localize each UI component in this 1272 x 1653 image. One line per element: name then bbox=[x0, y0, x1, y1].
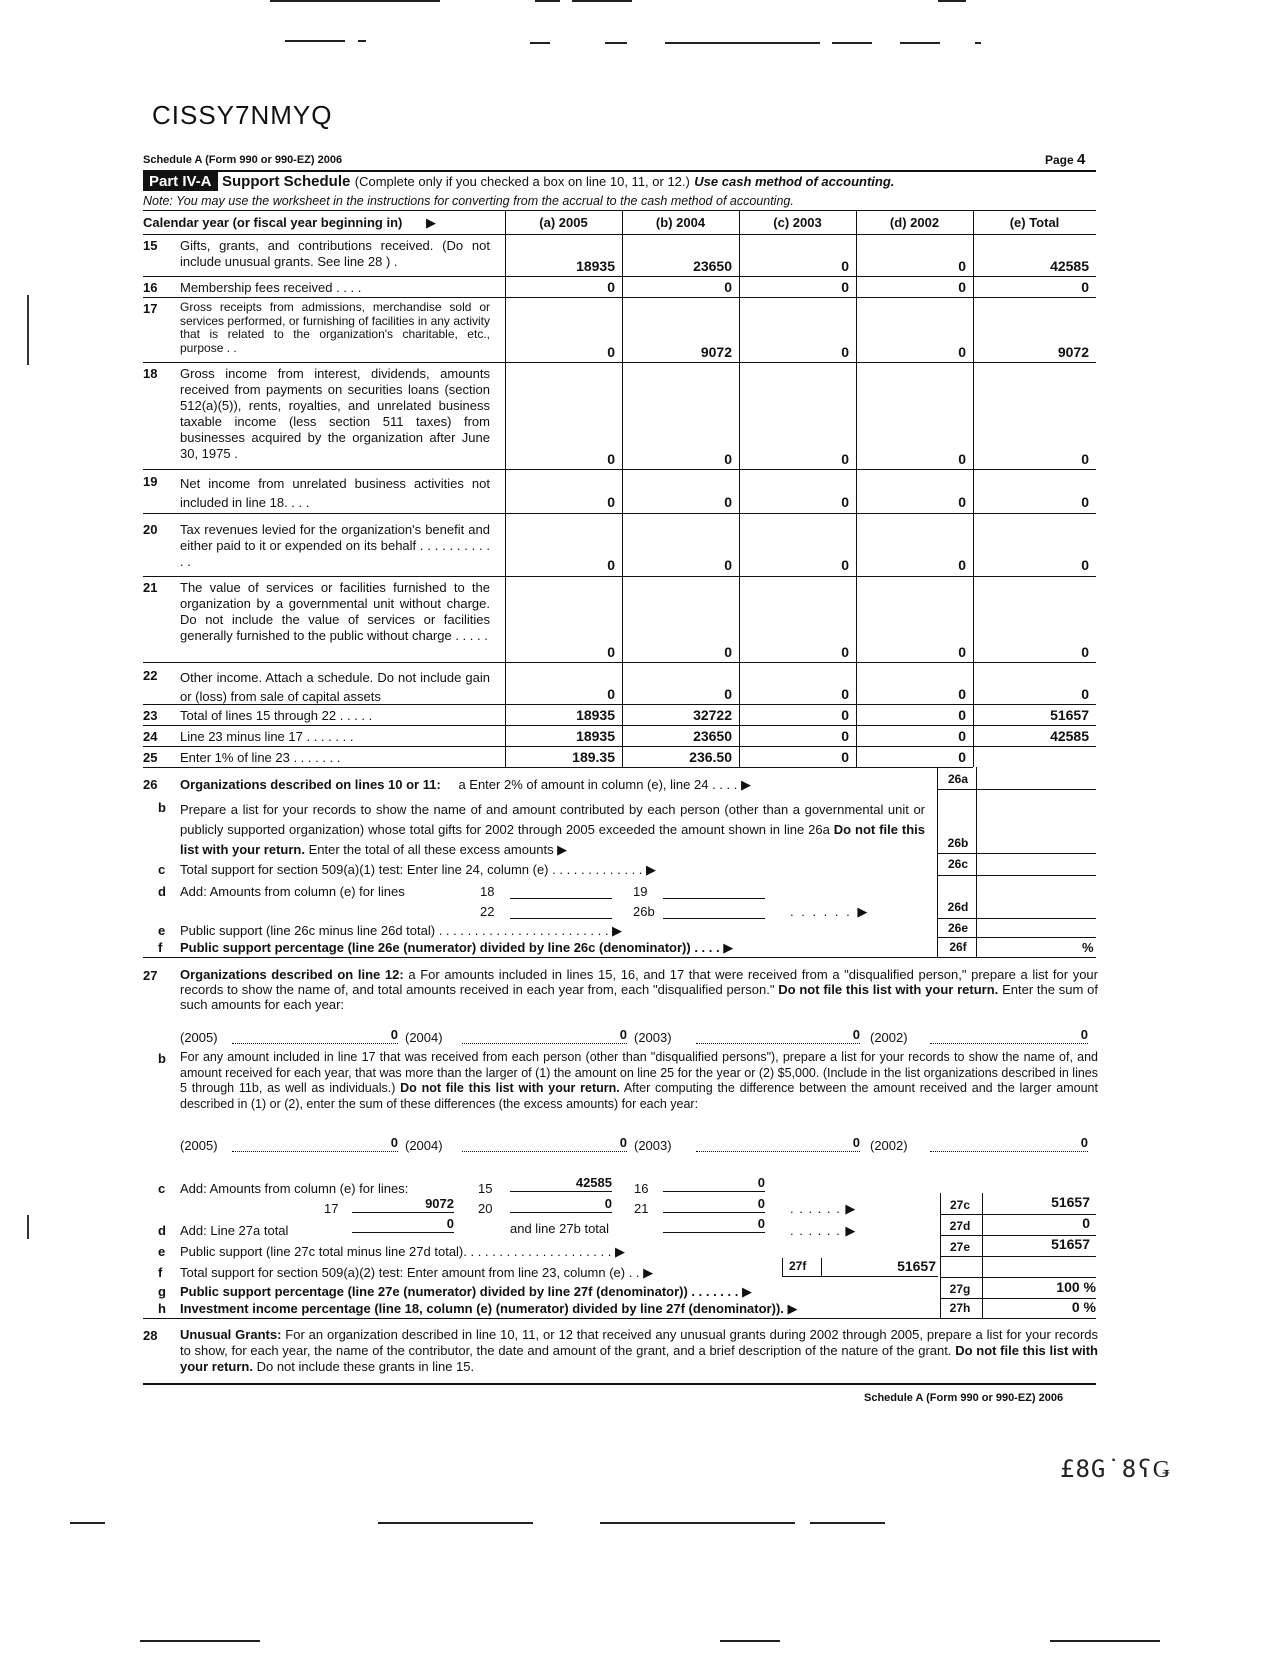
line-number: 18 bbox=[143, 366, 158, 381]
scan-mark bbox=[720, 1640, 780, 1642]
scan-mark bbox=[378, 1522, 533, 1524]
box-26b-label: 26b bbox=[947, 836, 969, 850]
year-amount: 0 bbox=[696, 1027, 860, 1044]
cell-value: 0 bbox=[958, 451, 966, 467]
rule bbox=[143, 662, 1096, 663]
box-27f bbox=[782, 1258, 938, 1277]
rule bbox=[143, 210, 1096, 211]
part-title: Support Schedule bbox=[221, 173, 351, 190]
cell-value: 0 bbox=[607, 686, 615, 702]
cell-value: 0 bbox=[958, 707, 966, 723]
rule bbox=[937, 937, 1096, 938]
cell-value: 0 bbox=[724, 279, 732, 295]
cell-value: 0 bbox=[607, 279, 615, 295]
scan-mark bbox=[140, 1640, 260, 1642]
scan-mark bbox=[530, 42, 550, 44]
cell-value: 0 bbox=[841, 749, 849, 765]
year-label: (2004) bbox=[405, 1138, 443, 1153]
line-letter: e bbox=[158, 1244, 166, 1259]
scan-mark bbox=[27, 1215, 29, 1239]
rule bbox=[940, 1256, 1096, 1257]
line-ref: 15 bbox=[478, 1181, 493, 1196]
cell-value: 236.50 bbox=[689, 749, 732, 765]
rule bbox=[937, 918, 1096, 919]
line-ref: 18 bbox=[480, 884, 495, 899]
line-letter: c bbox=[158, 862, 166, 877]
part-badge: Part IV-A bbox=[143, 172, 218, 191]
year-label: (2003) bbox=[634, 1138, 672, 1153]
line-number: 26 bbox=[143, 777, 158, 792]
leader-dots: . . . . . . ▶ bbox=[790, 1223, 857, 1238]
year-amount: 0 bbox=[930, 1027, 1088, 1044]
cell-value: 0 bbox=[841, 557, 849, 573]
line-27d-text: Add: Line 27a total bbox=[180, 1223, 289, 1238]
cell-value: 0 bbox=[958, 344, 966, 360]
box-line bbox=[937, 767, 938, 957]
row-label: Line 23 minus line 17 . . . . . . . bbox=[180, 729, 354, 744]
year-label: (2003) bbox=[634, 1030, 672, 1045]
scan-mark bbox=[832, 42, 872, 44]
rule bbox=[143, 513, 1096, 514]
scan-mark bbox=[900, 42, 940, 44]
part-subtitle: (Complete only if you checked a box on line 10, 11, or 12.) bbox=[354, 174, 690, 189]
cell-value: 189.35 bbox=[572, 749, 615, 765]
scan-stamp: £8G˙8ʕǤ bbox=[1060, 1455, 1172, 1483]
scan-mark bbox=[358, 40, 366, 42]
line-27d-27a-value: 0 bbox=[352, 1216, 454, 1233]
box-line bbox=[821, 1258, 822, 1276]
cell-value: 18935 bbox=[576, 707, 615, 723]
scan-mark bbox=[1050, 1640, 1160, 1642]
line-letter: d bbox=[158, 1223, 166, 1238]
box-26d-label: 26d bbox=[947, 900, 969, 914]
row-label: Net income from unrelated business activities not included in line 18. . . . bbox=[180, 476, 490, 510]
box-27e-value: 51657 bbox=[1051, 1236, 1090, 1252]
cell-value: 0 bbox=[1081, 279, 1089, 295]
scan-mark bbox=[600, 1522, 795, 1524]
line-letter: f bbox=[158, 1265, 163, 1280]
cell-value: 0 bbox=[1081, 557, 1089, 573]
line-27a-text: Organizations described on line 12: a For amounts included in lines 15, 16, and 17 that were received from a "disqualified person," prepare a list for your records to show the name of, and total amounts received in each year from, each "disqualified person." Do not file this list with your return. Enter the sum of such amounts for each year: bbox=[180, 967, 1098, 1012]
footer-rule bbox=[143, 1383, 1096, 1385]
line-letter: c bbox=[158, 1181, 166, 1196]
cell-value: 0 bbox=[958, 686, 966, 702]
line-27c-17-value: 9072 bbox=[352, 1196, 454, 1213]
line-26d-22-field bbox=[510, 902, 612, 919]
line-ref: 22 bbox=[480, 904, 495, 919]
cell-value: 18935 bbox=[576, 728, 615, 744]
line-26d-18-field bbox=[510, 882, 612, 899]
cell-value: 0 bbox=[724, 557, 732, 573]
cell-value: 32722 bbox=[693, 707, 732, 723]
box-26e-label: 26e bbox=[947, 921, 969, 935]
cell-value: 0 bbox=[607, 451, 615, 467]
line-26f-text: Public support percentage (line 26e (numerator) divided by line 26c (denominator)) . . . . ▶ bbox=[180, 940, 734, 955]
rule bbox=[143, 1318, 1096, 1319]
row-label: Other income. Attach a schedule. Do not include gain or (loss) from sale of capital assets bbox=[180, 670, 490, 704]
cell-value: 0 bbox=[958, 749, 966, 765]
rule bbox=[143, 469, 1096, 470]
cell-value: 0 bbox=[841, 279, 849, 295]
cell-value: 0 bbox=[607, 644, 615, 660]
scan-mark bbox=[535, 0, 560, 2]
page-indicator bbox=[1045, 151, 1085, 168]
line-letter: g bbox=[158, 1284, 166, 1299]
scan-mark bbox=[270, 0, 440, 2]
row-label: The value of services or facilities furnished to the organization by a governmental unit without charge. Do not include the value of services or facilities generally furnished to the public without charge . . . . . bbox=[180, 580, 490, 643]
line-number: 25 bbox=[143, 750, 158, 765]
line-number: 16 bbox=[143, 280, 158, 295]
form-reference: Schedule A (Form 990 or 990-EZ) 2006 bbox=[143, 154, 343, 166]
document-id: CISSY7NMYQ bbox=[152, 100, 333, 130]
header-rule bbox=[143, 170, 1096, 172]
cell-value: 0 bbox=[841, 494, 849, 510]
cell-value: 0 bbox=[1081, 494, 1089, 510]
percent-sign: % bbox=[1082, 940, 1094, 955]
year-label: (2002) bbox=[870, 1138, 908, 1153]
box-26c-label: 26c bbox=[947, 857, 969, 871]
cell-value: 0 bbox=[958, 258, 966, 274]
cell-value: 9072 bbox=[700, 344, 732, 360]
box-27c-label: 27c bbox=[949, 1198, 971, 1212]
row-label: Gross receipts from admissions, merchandise sold or services performed, or furnishing of facilities in any activity that is related to the organization's charitable, etc., purpose . . bbox=[180, 300, 490, 355]
year-label: (2004) bbox=[405, 1030, 443, 1045]
cell-value: 23650 bbox=[693, 258, 732, 274]
scan-mark bbox=[605, 42, 627, 44]
line-27g-text: Public support percentage (line 27e (numerator) divided by line 27f (denominator)) . . . . . . . ▶ bbox=[180, 1284, 752, 1299]
calendar-year-label: Calendar year (or fiscal year beginning in) ▶ bbox=[143, 215, 436, 230]
line-number: 21 bbox=[143, 580, 158, 595]
page-number: 4 bbox=[1077, 151, 1086, 168]
rule bbox=[143, 297, 1096, 298]
rule bbox=[143, 957, 1096, 958]
line-ref: 19 bbox=[633, 884, 648, 899]
scan-mark bbox=[285, 40, 345, 42]
year-amount: 0 bbox=[232, 1027, 398, 1044]
line-26b-text: Prepare a list for your records to show the name of and amount contributed by each person (other than a governmental unit or publicly supported organization) whose total gifts for 2002 through 2005 exceeded the amount shown in line 26a Do not file this list with your return. Enter the total of all these excess amounts ▶ bbox=[180, 802, 925, 857]
box-27g-label: 27g bbox=[949, 1282, 971, 1296]
cell-value: 0 bbox=[958, 279, 966, 295]
line-27d-and-text: and line 27b total bbox=[510, 1221, 610, 1236]
rule bbox=[143, 234, 1096, 235]
footer-form-reference: Schedule A (Form 990 or 990-EZ) 2006 bbox=[864, 1392, 1064, 1404]
cell-value: 0 bbox=[841, 258, 849, 274]
box-line bbox=[976, 767, 977, 957]
cell-value: 23650 bbox=[693, 728, 732, 744]
line-26c-text: Total support for section 509(a)(1) test: Enter line 24, column (e) . . . . . . . . . . . . . ▶ bbox=[180, 862, 657, 877]
cell-value: 9072 bbox=[1057, 344, 1089, 360]
line-letter: h bbox=[158, 1301, 166, 1316]
line-number: 22 bbox=[143, 668, 158, 683]
col-header-d: (d) 2002 bbox=[889, 215, 940, 230]
cell-value: 0 bbox=[841, 451, 849, 467]
line-letter: b bbox=[158, 800, 166, 815]
cell-value: 0 bbox=[724, 494, 732, 510]
rule bbox=[143, 576, 1096, 577]
cell-value: 0 bbox=[958, 557, 966, 573]
line-number: 20 bbox=[143, 522, 158, 537]
cell-value: 0 bbox=[1081, 686, 1089, 702]
row-label: Gifts, grants, and contributions received. (Do not include unusual grants. See line 28 ) . bbox=[180, 238, 490, 269]
page-label: Page bbox=[1045, 153, 1074, 167]
line-26e-text: Public support (line 26c minus line 26d total) . . . . . . . . . . . . . . . . . . . . . . . . ▶ bbox=[180, 923, 623, 938]
col-header-b: (b) 2004 bbox=[655, 215, 706, 230]
line-number: 15 bbox=[143, 238, 158, 253]
scan-mark bbox=[27, 295, 29, 365]
line-27c-16-value: 0 bbox=[663, 1175, 765, 1192]
line-ref: 26b bbox=[633, 904, 655, 919]
line-27h-text: Investment income percentage (line 18, column (e) (numerator) divided by line 27f (denominator)). ▶ bbox=[180, 1301, 798, 1316]
rule bbox=[937, 789, 1096, 790]
row-label: Total of lines 15 through 22 . . . . . bbox=[180, 708, 373, 723]
rule bbox=[143, 362, 1096, 363]
line-number: 23 bbox=[143, 708, 158, 723]
line-letter: f bbox=[158, 940, 163, 955]
leader-dots: . . . . . . ▶ bbox=[790, 904, 870, 919]
year-amount: 0 bbox=[930, 1135, 1088, 1152]
cell-value: 0 bbox=[958, 644, 966, 660]
line-27c-15-value: 42585 bbox=[510, 1175, 612, 1192]
line-number: 19 bbox=[143, 474, 158, 489]
cell-value: 0 bbox=[841, 644, 849, 660]
line-27e-text: Public support (line 27c total minus line 27d total). . . . . . . . . . . . . . . . . . . . . ▶ bbox=[180, 1244, 625, 1259]
line-ref: 17 bbox=[324, 1201, 339, 1216]
col-header-e: (e) Total bbox=[1009, 215, 1060, 230]
scan-mark bbox=[70, 1522, 105, 1524]
line-26d-text: Add: Amounts from column (e) for lines bbox=[180, 884, 405, 899]
part-note: Note: You may use the worksheet in the instructions for converting from the accrual to the cash method of accounting. bbox=[143, 194, 794, 208]
cell-value: 0 bbox=[607, 557, 615, 573]
line-number: 27 bbox=[143, 968, 158, 983]
cell-value: 0 bbox=[841, 686, 849, 702]
box-27f-label: 27f bbox=[789, 1259, 807, 1273]
rule bbox=[143, 746, 1096, 747]
cell-value: 42585 bbox=[1050, 258, 1089, 274]
cell-value: 0 bbox=[607, 494, 615, 510]
part-subtitle-emph: Use cash method of accounting. bbox=[694, 174, 895, 189]
box-26a-label: 26a bbox=[947, 772, 969, 786]
line-number: 17 bbox=[143, 301, 158, 316]
cell-value: 0 bbox=[724, 644, 732, 660]
scan-mark bbox=[810, 1522, 885, 1524]
line-26d-19-field bbox=[663, 882, 765, 899]
box-27d-label: 27d bbox=[949, 1219, 971, 1233]
cell-value: 0 bbox=[841, 344, 849, 360]
line-letter: e bbox=[158, 923, 166, 938]
scan-mark bbox=[665, 42, 820, 44]
cell-value: 0 bbox=[724, 451, 732, 467]
line-27c-21-value: 0 bbox=[663, 1196, 765, 1213]
line-number: 28 bbox=[143, 1328, 158, 1343]
line-27c-20-value: 0 bbox=[510, 1196, 612, 1213]
box-27h-label: 27h bbox=[949, 1301, 971, 1315]
row-label: Membership fees received . . . . bbox=[180, 280, 362, 295]
year-label: (2005) bbox=[180, 1030, 218, 1045]
part-heading bbox=[143, 173, 894, 191]
cell-value: 18935 bbox=[576, 258, 615, 274]
year-label: (2005) bbox=[180, 1138, 218, 1153]
scan-mark bbox=[572, 0, 632, 2]
box-27g-value: 100 % bbox=[1056, 1279, 1096, 1295]
line-27d-27b-value: 0 bbox=[663, 1216, 765, 1233]
line-letter: d bbox=[158, 884, 166, 899]
rule bbox=[143, 725, 1096, 726]
line-27f-text: Total support for section 509(a)(2) test: Enter amount from line 23, column (e) . . ▶ bbox=[180, 1265, 654, 1280]
row-label: Enter 1% of line 23 . . . . . . . bbox=[180, 750, 341, 765]
year-amount: 0 bbox=[462, 1027, 627, 1044]
cell-value: 0 bbox=[958, 494, 966, 510]
rule bbox=[143, 704, 1096, 705]
scan-mark bbox=[975, 42, 981, 44]
rule bbox=[937, 853, 1096, 854]
year-amount: 0 bbox=[696, 1135, 860, 1152]
box-26f-label: 26f bbox=[949, 940, 967, 954]
cell-value: 0 bbox=[841, 707, 849, 723]
line-26a-text: Organizations described on lines 10 or 11: a Enter 2% of amount in column (e), line 24 . . . . ▶ bbox=[180, 777, 751, 792]
rule bbox=[143, 767, 973, 768]
box-27f-value: 51657 bbox=[897, 1258, 936, 1274]
cell-value: 0 bbox=[1081, 451, 1089, 467]
leader-dots: . . . . . . ▶ bbox=[790, 1201, 857, 1216]
rule bbox=[143, 276, 1096, 277]
line-ref: 20 bbox=[478, 1201, 493, 1216]
rule bbox=[937, 875, 1096, 876]
col-header-a: (a) 2005 bbox=[539, 215, 588, 230]
cell-value: 0 bbox=[607, 344, 615, 360]
rule bbox=[940, 1277, 1096, 1278]
cell-value: 42585 bbox=[1050, 728, 1089, 744]
cell-value: 0 bbox=[841, 728, 849, 744]
cell-value: 0 bbox=[724, 686, 732, 702]
cell-value: 51657 bbox=[1050, 707, 1089, 723]
line-ref: 21 bbox=[634, 1201, 649, 1216]
row-label: Gross income from interest, dividends, amounts received from payments on securities loans (section 512(a)(5)), rents, royalties, and unrelated business taxable income (less section 511 taxes) from businesses acquired by the organization after June 30, 1975 . bbox=[180, 366, 490, 461]
line-27c-text: Add: Amounts from column (e) for lines: bbox=[180, 1181, 409, 1196]
box-27d-value: 0 bbox=[1082, 1215, 1090, 1231]
line-28-text: Unusual Grants: For an organization described in line 10, 11, or 12 that received any unusual grants during 2002 through 2005, prepare a list for your records to show, for each year, the name of the contributor, the date and amount of the grant, and a brief description of the nature of the grant. Do not file this list with your return. Do not include these grants in line 15. bbox=[180, 1327, 1098, 1374]
line-27b-text: For any amount included in line 17 that was received from each person (other than "disqualified persons"), prepare a list for your records to show the name of, and amount received for each year, that was more than the larger of (1) the amount on line 25 for the year or (2) $5,000. (Include in the list organizations described in lines 5 through 11b, as well as individuals.) Do not file this list with your return. After computing the difference between the amount received and the larger amount described in (1) or (2), enter the sum of these differences (the excess amounts) for each year: bbox=[180, 1050, 1098, 1111]
box-27h-value: 0 % bbox=[1071, 1299, 1096, 1315]
year-label: (2002) bbox=[870, 1030, 908, 1045]
cell-value: 0 bbox=[958, 728, 966, 744]
cell-value: 0 bbox=[1081, 644, 1089, 660]
line-26d-26b-field bbox=[663, 902, 765, 919]
scan-mark bbox=[938, 0, 966, 2]
row-label: Tax revenues levied for the organization's benefit and either paid to it or expended on its behalf . . . . . . . . . . . . bbox=[180, 522, 490, 569]
box-27e-label: 27e bbox=[949, 1240, 971, 1254]
col-header-c: (c) 2003 bbox=[773, 215, 822, 230]
year-amount: 0 bbox=[232, 1135, 398, 1152]
line-number: 24 bbox=[143, 729, 158, 744]
line-letter: b bbox=[158, 1051, 166, 1066]
year-amount: 0 bbox=[462, 1135, 627, 1152]
box-27c-value: 51657 bbox=[1051, 1194, 1090, 1210]
line-ref: 16 bbox=[634, 1181, 649, 1196]
